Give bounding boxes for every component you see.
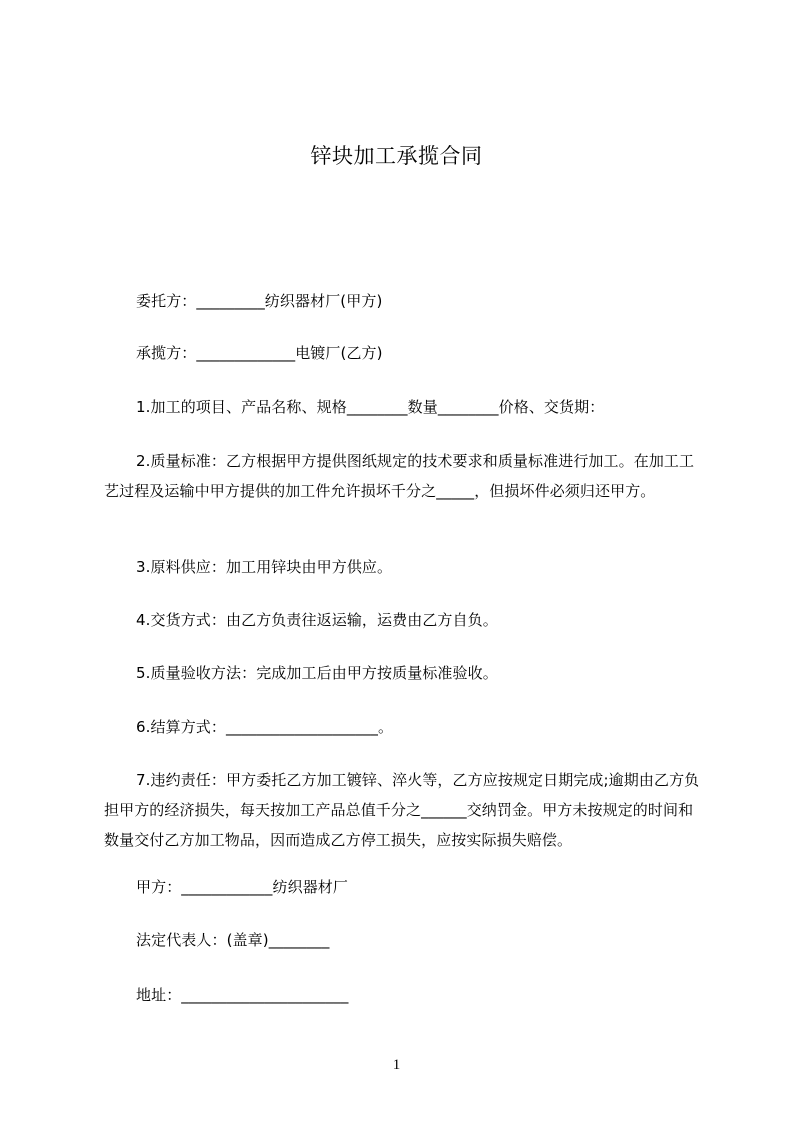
clause-4: 4.交货方式：由乙方负责往返运输，运费由乙方自负。 bbox=[136, 611, 498, 629]
contractor-party-line: 承揽方：_____________电镀厂(乙方) bbox=[136, 344, 383, 362]
page-number: 1 bbox=[392, 1057, 401, 1073]
clause-7: 7.违约责任：甲方委托乙方加工镀锌、淬火等，乙方应按规定日期完成;逾期由乙方负担甲方的经济损失，每天按加工产品总值千分之______交纳罚金。甲方未按规定的时间和数量交付乙方加工物品，因而造成乙方停工损失，应按实际损失赔偿。 bbox=[104, 771, 700, 849]
signature-party-a: 甲方：____________纺织器材厂 bbox=[136, 878, 349, 896]
signature-representative: 法定代表人：(盖章)________ bbox=[136, 931, 330, 949]
clause-6: 6.结算方式：____________________。 bbox=[136, 718, 394, 736]
signature-address: 地址：______________________ bbox=[136, 986, 349, 1004]
clause-1: 1.加工的项目、产品名称、规格________数量________价格、交货期： bbox=[136, 398, 605, 416]
clause-3: 3.原料供应：加工用锌块由甲方供应。 bbox=[136, 558, 393, 576]
document-title: 锌块加工承揽合同 bbox=[310, 144, 483, 168]
clause-5: 5.质量验收方法：完成加工后由甲方按质量标准验收。 bbox=[136, 664, 498, 682]
client-party-line: 委托方：_________纺织器材厂(甲方) bbox=[136, 292, 383, 310]
clause-2: 2.质量标准：乙方根据甲方提供图纸规定的技术要求和质量标准进行加工。在加工工艺过程及运输中甲方提供的加工件允许损坏千分之_____，但损坏件必须归还甲方。 bbox=[104, 452, 695, 500]
